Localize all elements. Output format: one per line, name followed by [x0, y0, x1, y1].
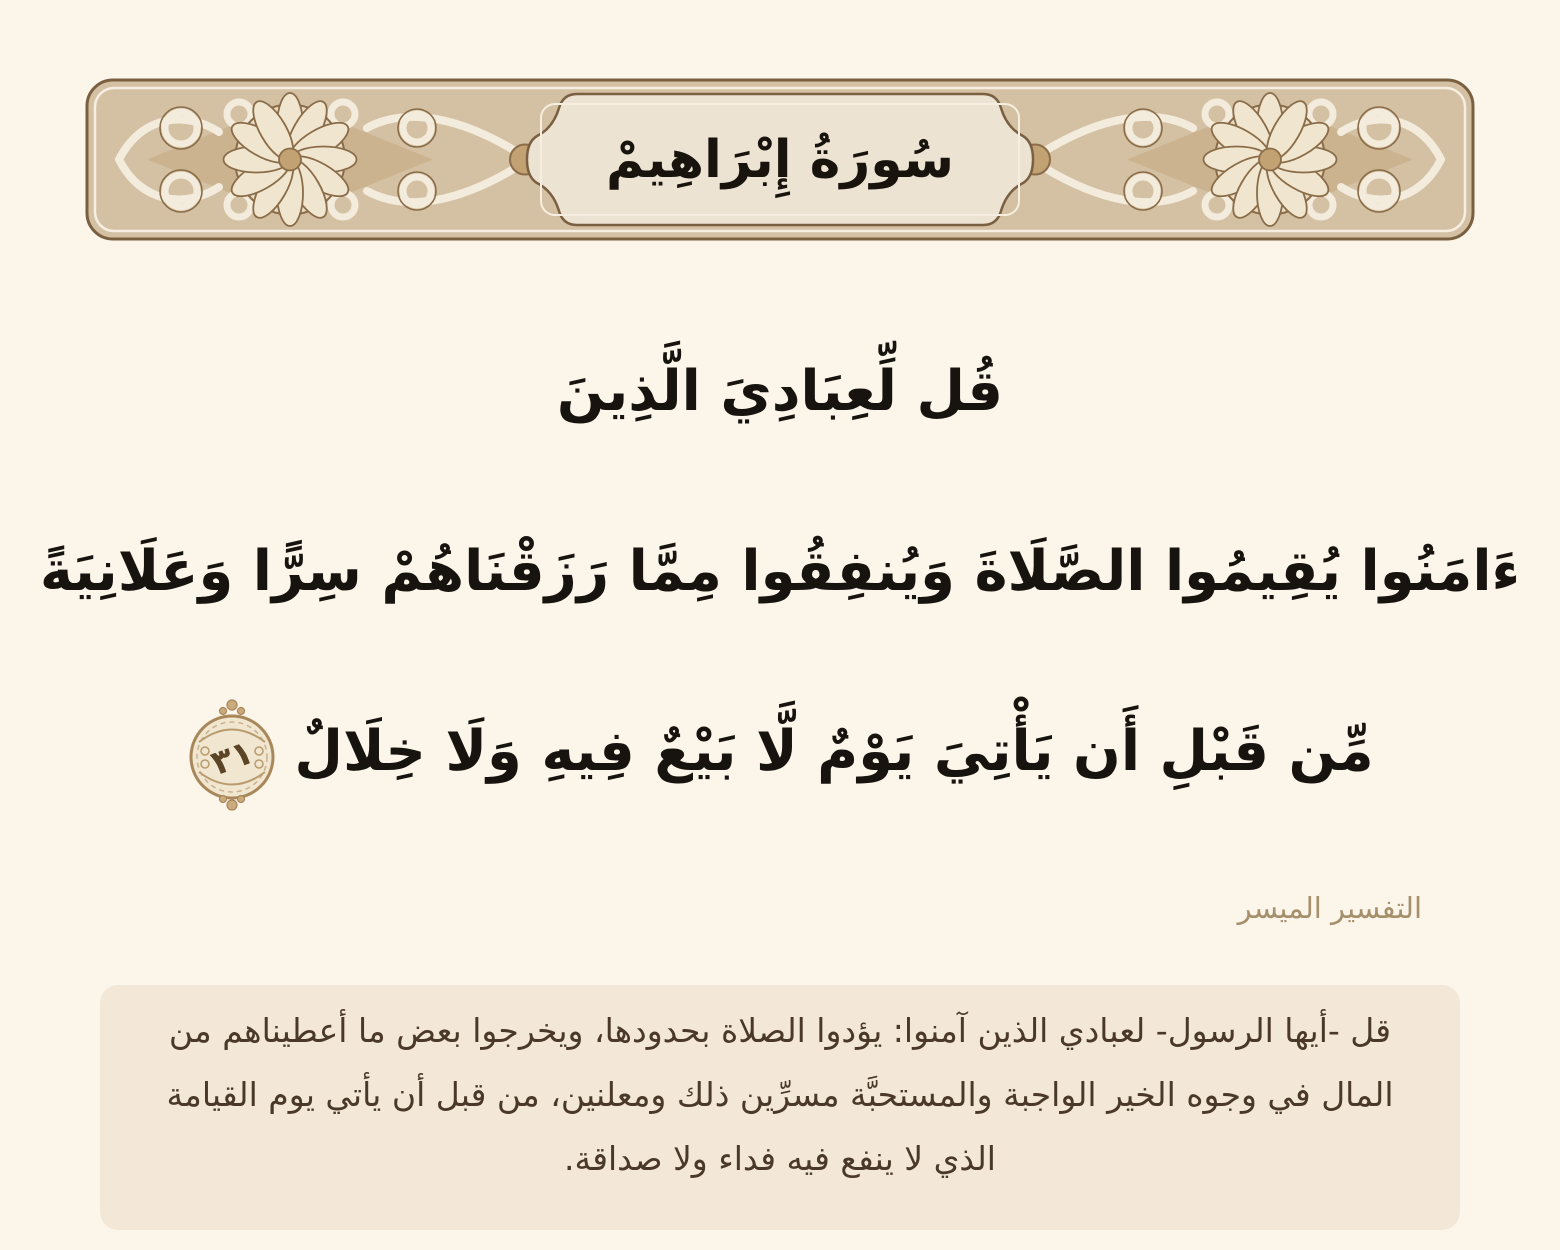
verse-line [0, 662, 1560, 842]
verse-line: قُل لِّعِبَادِيَ الَّذِينَ [556, 359, 1004, 424]
verse-text-block [0, 302, 1560, 842]
surah-header-banner [85, 78, 1475, 241]
verse-line: ءَامَنُوا يُقِيمُوا الصَّلَاةَ وَيُنفِقُوا مِمَّا رَزَقْنَاهُمْ سِرًّا وَعَلَانِيَةً [39, 539, 1521, 604]
verse-number: ٣١ [206, 731, 260, 784]
tafsir-box [100, 985, 1460, 1230]
verse-line-text: مِّن قَبْلِ أَن يَأْتِيَ يَوْمٌ لَّا بَيْعٌ فِيهِ وَلَا خِلَالٌ [294, 719, 1374, 784]
verse-number-medallion [186, 697, 278, 813]
surah-title: سُورَةُ إِبْرَاهِيمْ [605, 129, 955, 190]
tafsir-text: قل -أيها الرسول- لعبادي الذين آمنوا: يؤدوا الصلاة بحدودها، ويخرجوا بعض ما أعطيناهم من المال في وجوه الخير الواجبة والمستحبَّة مسرِّين ذلك ومعلنين، من قبل أن يأتي يوم القيامة الذي لا ينفع فيه فداء ولا صداقة. [166, 1011, 1394, 1178]
tafsir-source-label: التفسير الميسر [1237, 891, 1422, 925]
